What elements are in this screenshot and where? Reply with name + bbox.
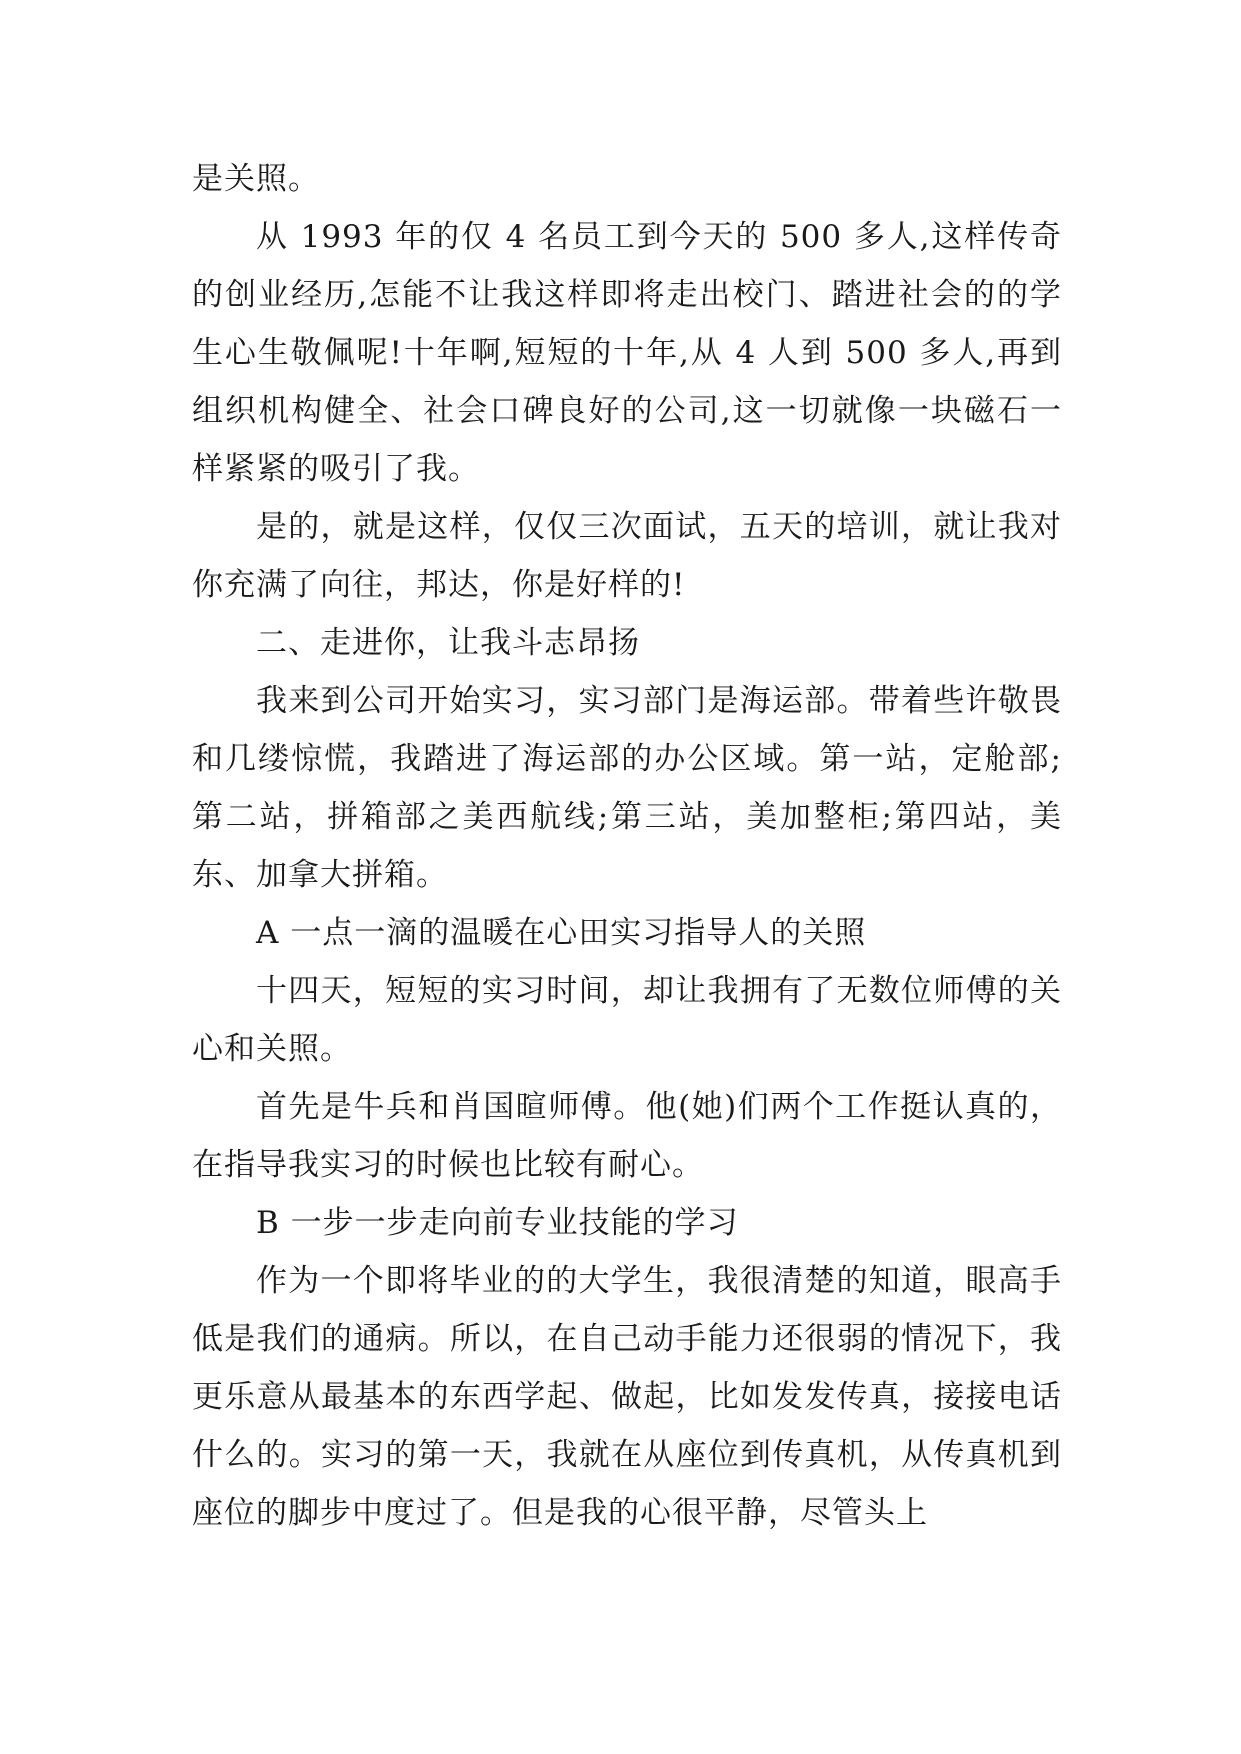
- subheading-b: B 一步一步走向前专业技能的学习: [256, 1205, 739, 1241]
- paragraph-mentors: 首先是牛兵和肖国暄师傅。他(她)们两个工作挺认真的，在指导我实习的时候也比较有耐心。: [192, 1089, 1062, 1183]
- paragraph-fourteen-days: 十四天，短短的实习时间，却让我拥有了无数位师傅的关心和关照。: [192, 973, 1062, 1067]
- section-heading-two: 二、走进你，让我斗志昂扬: [256, 625, 640, 661]
- subheading-a: A 一点一滴的温暖在心田实习指导人的关照: [256, 915, 867, 951]
- paragraph-internship-start: 我来到公司开始实习，实习部门是海运部。带着些许敬畏和几缕惊慌，我踏进了海运部的办公区域。第一站，定舱部;第二站，拼箱部之美西航线;第三站，美加整柜;第四站，美东、加拿大拼箱。: [192, 683, 1062, 893]
- paragraph-interview: 是的，就是这样，仅仅三次面试，五天的培训，就让我对你充满了向往，邦达，你是好样的!: [192, 509, 1062, 603]
- paragraph-continuation: 是关照。: [192, 161, 320, 197]
- paragraph-company-history: 从 1993 年的仅 4 名员工到今天的 500 多人,这样传奇的创业经历,怎能不让我这样即将走出校门、踏进社会的的学生心生敬佩呢!十年啊,短短的十年,从 4 人到 500 多人,再到组织机构健全、社会口碑良好的公司,这一切就像一块磁石一样紧紧的吸引了我。: [192, 219, 1062, 487]
- document-body: [192, 150, 1062, 1542]
- paragraph-skills: 作为一个即将毕业的的大学生，我很清楚的知道，眼高手低是我们的通病。所以，在自己动手能力还很弱的情况下，我更乐意从最基本的东西学起、做起，比如发发传真，接接电话什么的。实习的第一天，我就在从座位到传真机，从传真机到座位的脚步中度过了。但是我的心很平静，尽管头上: [192, 1263, 1062, 1531]
